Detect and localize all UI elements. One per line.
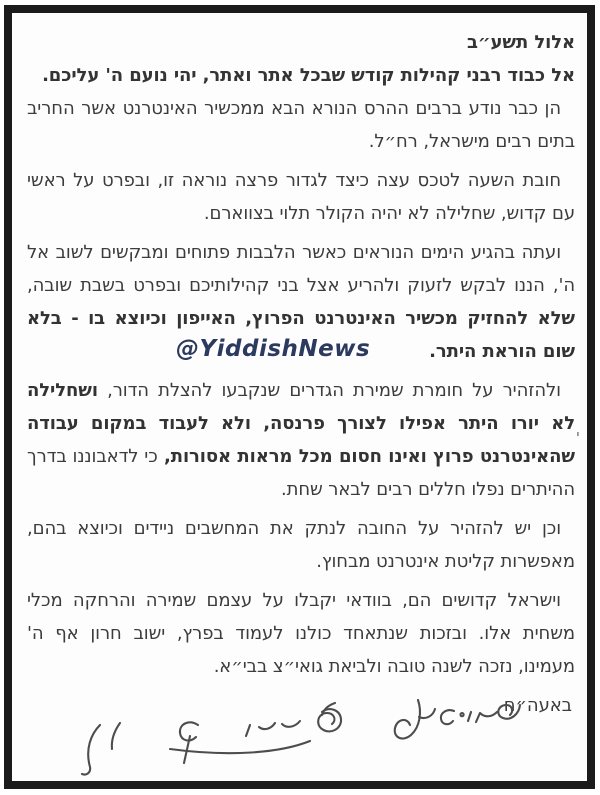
letter-salutation: אל כבוד רבני קהילות קודש שבכל אתר ואתר, יהי נועם ה' עליכם. <box>42 65 575 86</box>
yiddishnews-watermark: @YiddishNews <box>176 336 371 362</box>
paragraph-disconnect-computers: וכן יש להזהיר על החובה לנתק את המחשבים ניידים וכיוצא בהם, מאפשרות קליטת אינטרנט מבחוץ. <box>27 518 575 572</box>
letter-body <box>13 13 587 728</box>
paragraph-blessing: וישראל קדושים הם, בוודאי יקבלו על עצמם שמירה והרחקה מכלי משחית אלו. ובזכות שנתאחד כולנו לעמוד בפרץ, ישוב חרון אף ה' מעמינו, נזכה לשנה טובה ולביאת גואי״צ בבי״א. <box>27 590 575 677</box>
paragraph-warning-gedarim <box>27 374 575 506</box>
letter-date: אלול תשע״ב <box>466 32 575 53</box>
signature-right <box>395 700 520 739</box>
call-lead-text: ועתה בהגיע הימים הנוראים כאשר הלבבות פתוחים ומבקשים לשוב אל ה', הננו לבקש לזעוק ולהריע אצל בני קהילותיכם ובפרט בשבת שובה, <box>27 242 575 296</box>
paragraph-internet-destruction: הן כבר נודע ברבים ההרס הנורא הבא ממכשיר האינטרנט אשר החריב בתים רבים מישראל, רח״ל. <box>27 98 575 152</box>
signature-left <box>82 703 341 775</box>
paragraph-duty-of-hour: חובת השעה לטכס עצה כיצד לגדור פרצה נוראה זו, ובפרט על ראשי עם קדוש, שחלילה לא יהיה הקולר תלוי בצווארם. <box>27 170 575 224</box>
warning-emphasis-text: ושחלילה לא יורו היתר אפילו לצורך פרנסה, ולא לעבוד במקום עבודה שהאינטרנט פרוץ ואינו חסום מכל מראות אסורות, <box>27 380 575 467</box>
handwritten-signatures <box>0 695 600 790</box>
call-emphasis-text: שלא להחזיק מכשיר האינטרנט הפרוץ, האייפון וכיוצא בו - בלא שום הוראת היתר. <box>27 308 575 362</box>
scan-artifact-mark: ' <box>575 429 580 447</box>
warning-lead-text: ולהזהיר על חומרת שמירת הגדרים שנקבעו להצלת הדור, <box>97 380 561 401</box>
warning-tail-text: כי לדאבוננו בדרך ההיתרים נפלו חללים רבים לבאר שחת. <box>27 446 575 500</box>
closing-signature-intro: באעה״ח <box>503 695 572 716</box>
